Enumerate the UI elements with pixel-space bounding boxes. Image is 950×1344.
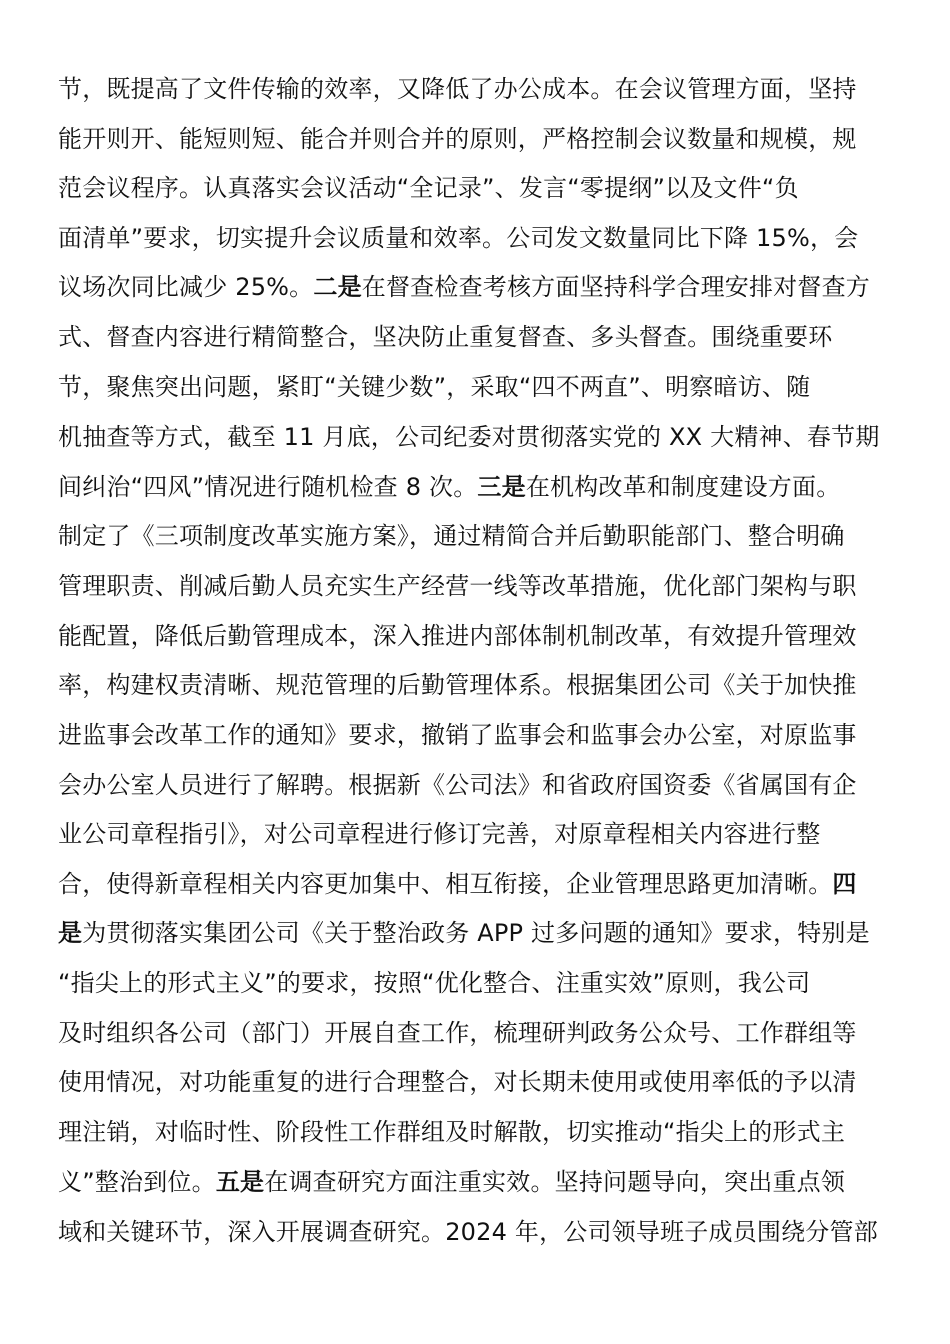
text-line: 面清单”要求，切实提升会议质量和效率。公司发文数量同比下降 15%，会 xyxy=(58,224,859,252)
bold-marker: 三是 xyxy=(477,473,526,501)
text-line: 及时组织各公司（部门）开展自查工作，梳理研判政务公众号、工作群组等 xyxy=(58,1019,857,1047)
bold-marker: 是 xyxy=(58,919,83,947)
text-line: 能配置，降低后勤管理成本，深入推进内部体制机制改革，有效提升管理效 xyxy=(58,622,857,650)
text-line: 能开则开、能短则短、能合并则合并的原则，严格控制会议数量和规模，规 xyxy=(58,125,857,153)
text-line: 进监事会改革工作的通知》要求，撤销了监事会和监事会办公室，对原监事 xyxy=(58,721,857,749)
text-line: 式、督查内容进行精简整合，坚决防止重复督查、多头督查。围绕重要环 xyxy=(58,323,833,351)
text-line: 机抽查等方式，截至 11 月底，公司纪委对贯彻落实党的 XX 大精神、春节期 xyxy=(58,423,880,451)
text-line: 是为贯彻落实集团公司《关于整治政务 APP 过多问题的通知》要求，特别是 xyxy=(58,919,870,947)
bold-marker: 五是 xyxy=(215,1168,265,1196)
text-line: 管理职责、削减后勤人员充实生产经营一线等改革措施，优化部门架构与职 xyxy=(58,572,857,600)
text-line: 业公司章程指引》，对公司章程进行修订完善，对原章程相关内容进行整 xyxy=(58,820,821,848)
text-line: “指尖上的形式主义”的要求，按照“优化整合、注重实效”原则，我公司 xyxy=(58,969,811,997)
text-line: 节，聚焦突出问题，紧盯“关键少数”，采取“四不两直”、明察暗访、随 xyxy=(58,373,811,401)
text-line: 节，既提高了文件传输的效率，又降低了办公成本。在会议管理方面，坚持 xyxy=(58,75,857,103)
text-line: 间纠治“四风”情况进行随机检查 8 次。三是在机构改革和制度建设方面。 xyxy=(58,473,841,501)
text-line: 理注销，对临时性、阶段性工作群组及时解散，切实推动“指尖上的形式主 xyxy=(58,1118,846,1146)
text-line: 会办公室人员进行了解聘。根据新《公司法》和省政府国资委《省属国有企 xyxy=(58,771,857,799)
text-line: 制定了《三项制度改革实施方案》，通过精简合并后勤职能部门、整合明确 xyxy=(58,522,845,550)
text-line: 率，构建权责清晰、规范管理的后勤管理体系。根据集团公司《关于加快推 xyxy=(58,671,857,699)
text-line: 域和关键环节，深入开展调查研究。2024 年，公司领导班子成员围绕分管部 xyxy=(58,1218,878,1246)
bold-marker: 二是 xyxy=(313,273,362,301)
text-line: 范会议程序。认真落实会议活动“全记录”、发言“零提纲”以及文件“负 xyxy=(58,174,799,202)
text-line: 议场次同比减少 25%。二是在督查检查考核方面坚持科学合理安排对督查方 xyxy=(58,273,870,301)
text-line: 使用情况，对功能重复的进行合理整合，对长期未使用或使用率低的予以清 xyxy=(58,1068,857,1096)
bold-marker: 四 xyxy=(832,870,857,898)
text-line: 合，使得新章程相关内容更加集中、相互衔接，企业管理思路更加清晰。四 xyxy=(58,870,857,898)
text-line: 义”整治到位。五是在调查研究方面注重实效。坚持问题导向，突出重点领 xyxy=(58,1168,846,1196)
